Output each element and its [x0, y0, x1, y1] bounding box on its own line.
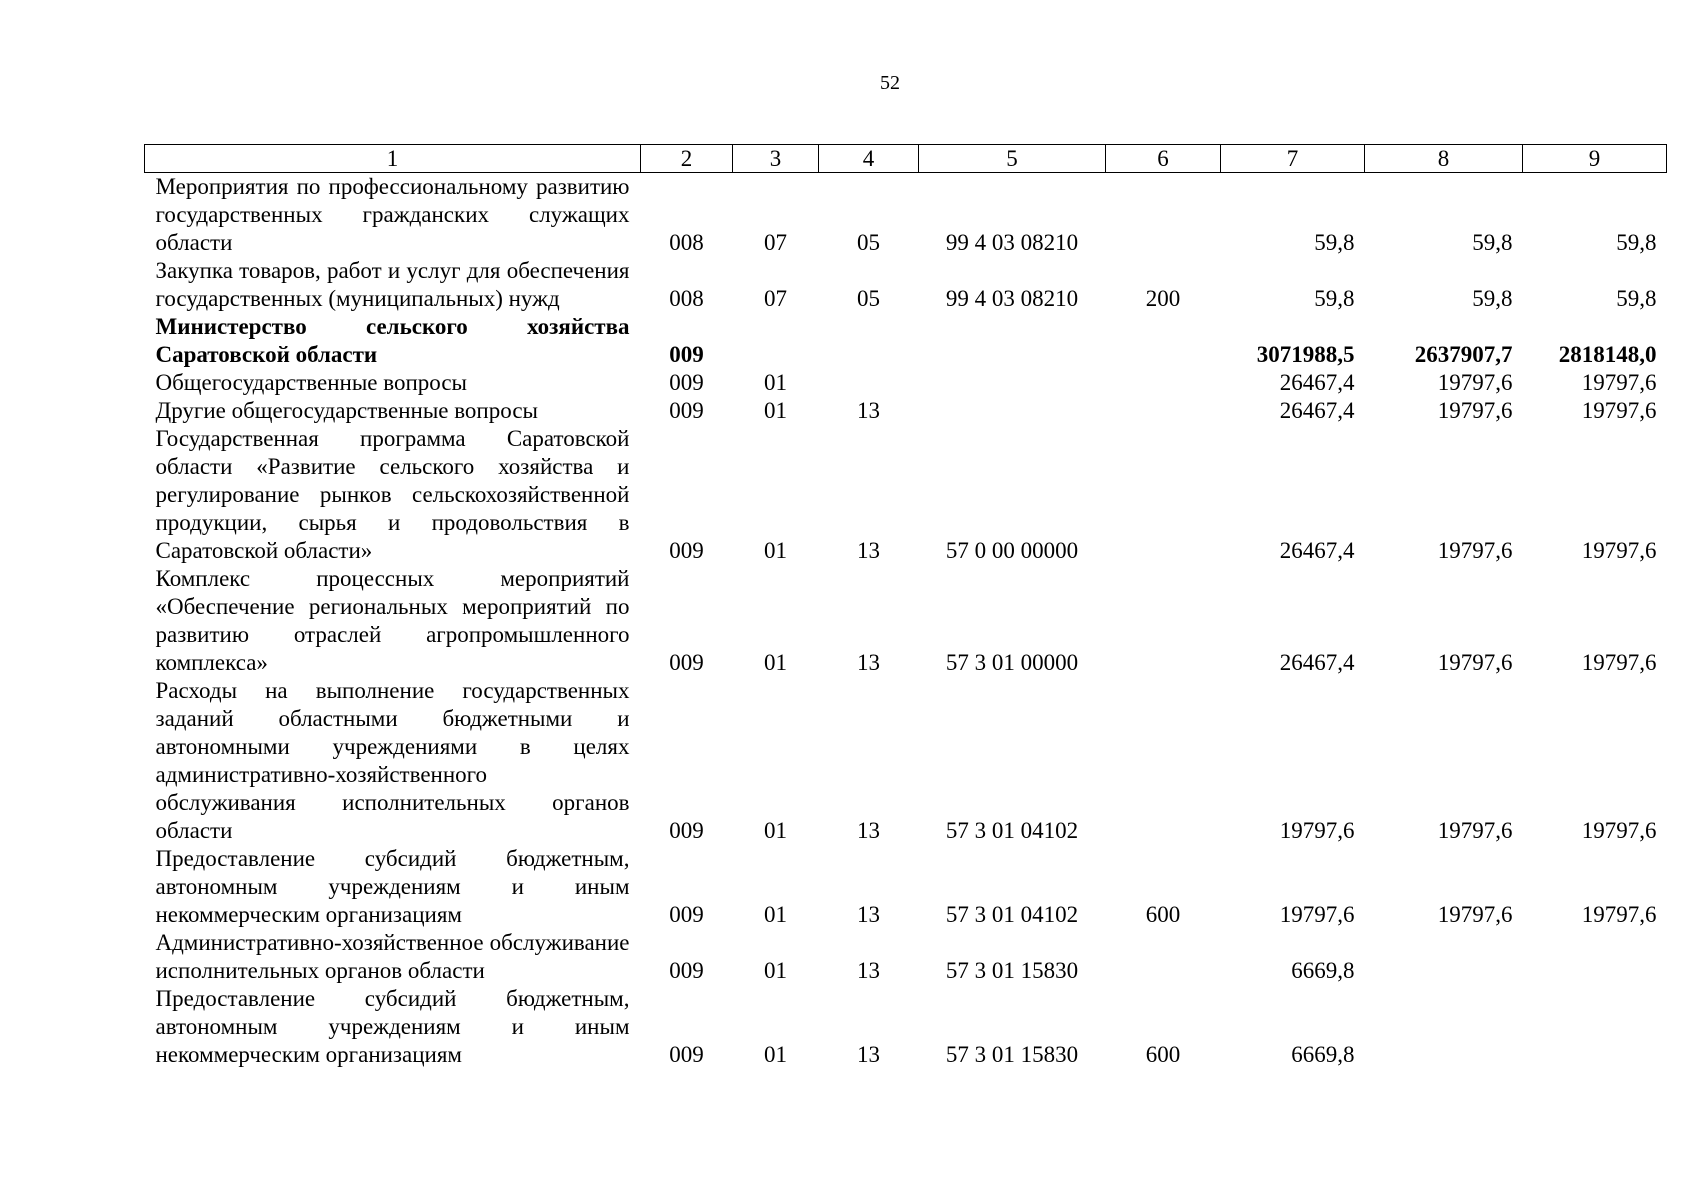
table-row	[145, 929, 1667, 985]
table-row	[145, 397, 1667, 425]
row-amount-col7: 26467,4	[1279, 538, 1355, 563]
row-expense-type	[1106, 677, 1221, 845]
row-expense-type	[1106, 565, 1221, 677]
row-subsection-code: 05	[857, 230, 880, 255]
row-amount-col9: 19797,6	[1581, 370, 1657, 395]
row-amount-col7: 19797,6	[1279, 902, 1355, 927]
budget-table	[144, 144, 1667, 1069]
row-subsection-code: 13	[857, 902, 880, 927]
row-amount-col8: 19797,6	[1437, 398, 1513, 423]
row-name: Мероприятия по профессиональному развитию государственных гражданских служащих области	[155, 174, 630, 255]
row-expense-type: 200	[1145, 286, 1181, 311]
row-amount-col9: 19797,6	[1581, 650, 1657, 675]
row-amount-col8: 19797,6	[1437, 818, 1513, 843]
table-row	[145, 257, 1667, 313]
row-ministry-code: 009	[669, 398, 704, 423]
row-name: Административно-хозяйственное обслуживание исполнительных органов области	[155, 930, 630, 983]
row-name: Министерство сельского хозяйства Саратовской области	[155, 314, 630, 367]
row-section-code: 01	[764, 538, 787, 563]
header-col-8: 8	[1365, 145, 1523, 173]
row-target-article: 57 3 01 04102	[945, 902, 1079, 927]
row-expense-type	[1106, 173, 1221, 258]
header-col-7: 7	[1221, 145, 1365, 173]
table-row	[145, 845, 1667, 929]
row-section-code: 01	[764, 1042, 787, 1067]
row-subsection-code	[819, 369, 919, 397]
row-amount-col7: 26467,4	[1279, 370, 1355, 395]
table-row	[145, 565, 1667, 677]
page-number: 52	[880, 72, 900, 94]
row-section-code: 07	[764, 230, 787, 255]
row-ministry-code: 009	[669, 342, 704, 367]
row-subsection-code: 13	[857, 1042, 880, 1067]
row-section-code: 01	[764, 902, 787, 927]
row-ministry-code: 008	[669, 286, 704, 311]
table-row	[145, 985, 1667, 1069]
table-row	[145, 677, 1667, 845]
row-amount-col9	[1523, 985, 1667, 1069]
table-row	[145, 425, 1667, 565]
row-expense-type	[1106, 397, 1221, 425]
row-amount-col7: 59,8	[1314, 286, 1355, 311]
row-amount-col7: 59,8	[1314, 230, 1355, 255]
table-header	[145, 145, 1667, 173]
row-amount-col8: 19797,6	[1437, 650, 1513, 675]
row-amount-col8: 19797,6	[1437, 370, 1513, 395]
row-ministry-code: 008	[669, 230, 704, 255]
header-col-5: 5	[919, 145, 1106, 173]
header-col-6: 6	[1106, 145, 1221, 173]
row-amount-col8: 59,8	[1472, 230, 1513, 255]
row-target-article: 57 3 01 04102	[945, 818, 1079, 843]
row-ministry-code: 009	[669, 538, 704, 563]
row-expense-type	[1106, 929, 1221, 985]
row-amount-col8	[1365, 985, 1523, 1069]
header-col-1: 1	[145, 145, 641, 173]
row-ministry-code: 009	[669, 818, 704, 843]
row-expense-type: 600	[1145, 902, 1181, 927]
table-row	[145, 369, 1667, 397]
row-target-article: 57 3 01 00000	[945, 650, 1079, 675]
row-expense-type: 600	[1145, 1042, 1181, 1067]
row-section-code: 01	[764, 818, 787, 843]
table-row	[145, 313, 1667, 369]
row-subsection-code: 13	[857, 818, 880, 843]
row-subsection-code: 13	[857, 650, 880, 675]
row-expense-type	[1106, 369, 1221, 397]
row-subsection-code	[819, 313, 919, 369]
row-amount-col8	[1365, 929, 1523, 985]
row-amount-col7: 6669,8	[1291, 958, 1355, 983]
header-col-9: 9	[1523, 145, 1667, 173]
row-target-article: 99 4 03 08210	[945, 230, 1079, 255]
row-ministry-code: 009	[669, 1042, 704, 1067]
row-amount-col9: 19797,6	[1581, 538, 1657, 563]
row-target-article	[919, 397, 1106, 425]
row-amount-col8: 59,8	[1472, 286, 1513, 311]
header-col-3: 3	[733, 145, 819, 173]
row-amount-col9: 59,8	[1616, 286, 1657, 311]
row-name: Комплекс процессных мероприятий «Обеспечение региональных мероприятий по развитию отраслей агропромышленного комплекса»	[155, 566, 630, 675]
row-expense-type	[1106, 425, 1221, 565]
row-amount-col8: 19797,6	[1437, 538, 1513, 563]
row-section-code	[733, 313, 819, 369]
row-ministry-code: 009	[669, 902, 704, 927]
row-subsection-code: 13	[857, 958, 880, 983]
row-subsection-code: 05	[857, 286, 880, 311]
row-subsection-code: 13	[857, 398, 880, 423]
row-section-code: 01	[764, 958, 787, 983]
row-amount-col7: 26467,4	[1279, 650, 1355, 675]
header-row	[145, 145, 1667, 173]
row-ministry-code: 009	[669, 958, 704, 983]
row-amount-col7: 26467,4	[1279, 398, 1355, 423]
header-col-2: 2	[641, 145, 733, 173]
row-target-article	[919, 313, 1106, 369]
row-amount-col9: 19797,6	[1581, 902, 1657, 927]
row-amount-col8: 2637907,7	[1414, 342, 1513, 367]
row-ministry-code: 009	[669, 650, 704, 675]
row-name: Расходы на выполнение государственных заданий областными бюджетными и автономными учреждениями в целях административно-хозяйственного обслуживания исполнительных органов области	[155, 678, 630, 843]
row-target-article	[919, 369, 1106, 397]
row-name: Общегосударственные вопросы	[155, 370, 467, 395]
row-target-article: 99 4 03 08210	[945, 286, 1079, 311]
row-section-code: 01	[764, 650, 787, 675]
row-target-article: 57 3 01 15830	[945, 958, 1079, 983]
table-body	[145, 173, 1667, 1070]
row-name: Предоставление субсидий бюджетным, автономным учреждениям и иным некоммерческим организациям	[155, 846, 630, 927]
row-amount-col9	[1523, 929, 1667, 985]
row-target-article: 57 3 01 15830	[945, 1042, 1079, 1067]
row-amount-col9: 19797,6	[1581, 398, 1657, 423]
row-amount-col9: 59,8	[1616, 230, 1657, 255]
row-section-code: 07	[764, 286, 787, 311]
row-amount-col7: 6669,8	[1291, 1042, 1355, 1067]
row-subsection-code: 13	[857, 538, 880, 563]
row-name: Другие общегосударственные вопросы	[155, 398, 538, 423]
row-expense-type	[1106, 313, 1221, 369]
row-ministry-code: 009	[669, 370, 704, 395]
table-row	[145, 173, 1667, 258]
row-name: Государственная программа Саратовской области «Развитие сельского хозяйства и регулирование рынков сельскохозяйственной продукции, сырья и продовольствия в Саратовской области»	[155, 426, 630, 563]
row-name: Предоставление субсидий бюджетным, автономным учреждениям и иным некоммерческим организациям	[155, 986, 630, 1067]
row-name: Закупка товаров, работ и услуг для обеспечения государственных (муниципальных) нужд	[155, 258, 630, 311]
row-amount-col9: 2818148,0	[1558, 342, 1657, 367]
row-section-code: 01	[764, 370, 787, 395]
row-amount-col8: 19797,6	[1437, 902, 1513, 927]
row-section-code: 01	[764, 398, 787, 423]
row-amount-col9: 19797,6	[1581, 818, 1657, 843]
row-amount-col7: 19797,6	[1279, 818, 1355, 843]
header-col-4: 4	[819, 145, 919, 173]
row-target-article: 57 0 00 00000	[945, 538, 1079, 563]
row-amount-col7: 3071988,5	[1256, 342, 1355, 367]
